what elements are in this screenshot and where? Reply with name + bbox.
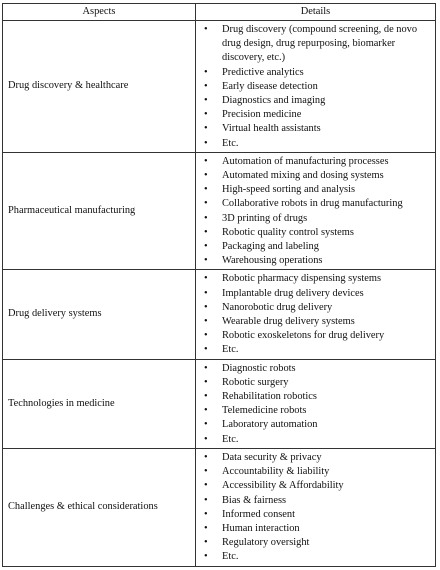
list-item: • Packaging and labeling (196, 240, 435, 254)
list-item: • Virtual health assistants (196, 122, 435, 136)
details-cell (196, 270, 436, 359)
list-item: • High-speed sorting and analysis (196, 183, 435, 197)
list-item: • Wearable drug delivery systems (196, 315, 435, 329)
list-item: • Accessibility & Affordability (196, 479, 435, 493)
list-item: • Automation of manufacturing processes (196, 155, 435, 169)
list-item: • Diagnostic robots (196, 362, 435, 376)
aspect-cell: Drug discovery & healthcare (3, 21, 196, 153)
list-item: • Nanorobotic drug delivery (196, 301, 435, 315)
details-cell (196, 448, 436, 566)
list-item: • Telemedicine robots (196, 404, 435, 418)
details-list (196, 23, 435, 151)
details-cell (196, 359, 436, 448)
details-list (196, 451, 435, 565)
list-item: • Etc. (196, 550, 435, 564)
list-item: • Etc. (196, 137, 435, 151)
list-item: • Robotic pharmacy dispensing systems (196, 272, 435, 286)
header-row (3, 4, 436, 21)
table-row (3, 152, 436, 270)
table-row (3, 21, 436, 153)
table-row (3, 359, 436, 448)
list-item: • Implantable drug delivery devices (196, 287, 435, 301)
details-list (196, 362, 435, 447)
details-cell (196, 21, 436, 153)
table-row (3, 270, 436, 359)
list-item: • Robotic exoskeletons for drug delivery (196, 329, 435, 343)
list-item: • Rehabilitation robotics (196, 390, 435, 404)
header-details: Details (196, 4, 436, 21)
details-cell (196, 152, 436, 270)
list-item: • 3D printing of drugs (196, 212, 435, 226)
list-item: • Bias & fairness (196, 494, 435, 508)
list-item: • Robotic quality control systems (196, 226, 435, 240)
list-item: • Laboratory automation (196, 418, 435, 432)
aspects-details-table (2, 3, 436, 567)
aspect-cell: Challenges & ethical considerations (3, 448, 196, 566)
list-item: • Drug discovery (compound screening, de novo drug design, drug repurposing, biomarker discovery, etc.) (196, 23, 435, 66)
details-list (196, 155, 435, 269)
list-item: • Human interaction (196, 522, 435, 536)
list-item: • Etc. (196, 433, 435, 447)
list-item: • Data security & privacy (196, 451, 435, 465)
list-item: • Precision medicine (196, 108, 435, 122)
details-list (196, 272, 435, 357)
list-item: • Accountability & liability (196, 465, 435, 479)
list-item: • Regulatory oversight (196, 536, 435, 550)
aspect-cell: Technologies in medicine (3, 359, 196, 448)
list-item: • Informed consent (196, 508, 435, 522)
list-item: • Early disease detection (196, 80, 435, 94)
list-item: • Collaborative robots in drug manufacturing (196, 197, 435, 211)
header-aspects: Aspects (3, 4, 196, 21)
aspect-cell: Pharmaceutical manufacturing (3, 152, 196, 270)
list-item: • Automated mixing and dosing systems (196, 169, 435, 183)
list-item: • Etc. (196, 343, 435, 357)
list-item: • Robotic surgery (196, 376, 435, 390)
table-row (3, 448, 436, 566)
table-body (3, 21, 436, 567)
list-item: • Predictive analytics (196, 66, 435, 80)
aspect-cell: Drug delivery systems (3, 270, 196, 359)
list-item: • Warehousing operations (196, 254, 435, 268)
list-item: • Diagnostics and imaging (196, 94, 435, 108)
